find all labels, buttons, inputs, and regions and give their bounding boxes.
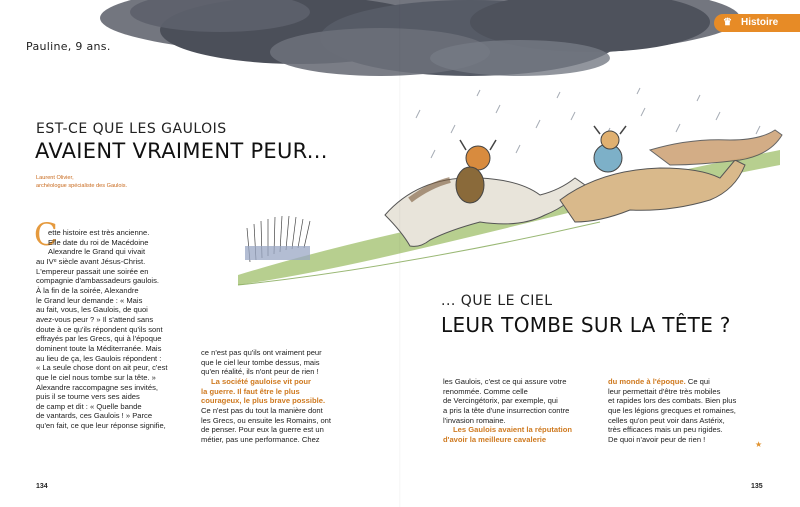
- expert-role: archéologue spécialiste des Gaulois.: [36, 182, 128, 189]
- page-gutter: [399, 0, 401, 507]
- col1-line: au IVᵉ siècle avant Jésus-Christ.: [36, 256, 146, 266]
- col4-line: très efficaces mais un peu rigides.: [608, 425, 723, 435]
- col1-line: au lieu de ça, les Gaulois répondent :: [36, 353, 162, 363]
- col1-line: effrayés par les Grecs, qui à l'époque: [36, 334, 162, 344]
- title-line-1: EST-CE QUE LES GAULOIS: [36, 121, 227, 137]
- col2-highlight-line: la guerre. Il faut être le plus: [201, 386, 300, 396]
- storm-cloud: [100, 0, 740, 76]
- crown-icon: ♛: [723, 17, 732, 28]
- col3-highlight-line: Les Gaulois avaient la réputation: [453, 425, 573, 435]
- col1-line: de vantards, ces Gaulois ! » Parce: [36, 411, 153, 421]
- col3-line: renommée. Comme celle: [443, 386, 528, 396]
- col4-line: que les légions grecques et romaines,: [608, 405, 736, 415]
- col2-line: les Grecs, ou ensuite les Romains, ont: [201, 415, 331, 425]
- column-1: [36, 228, 198, 431]
- column-4: [608, 377, 768, 445]
- page-number-left: 134: [36, 483, 48, 490]
- col1-line: Elle date du roi de Macédoine: [48, 237, 149, 247]
- col1-line: ette histoire est très ancienne.: [48, 228, 150, 237]
- col1-line: avez-vous peur ? » Il s'attend sans: [36, 314, 154, 324]
- col1-line: dominent toute la Méditerranée. Mais: [36, 343, 162, 353]
- expert-name: Laurent Olivier,: [36, 175, 74, 181]
- drop-cap: C: [34, 217, 58, 253]
- col4-line: De quoi n'avoir peur de rien !: [608, 434, 706, 444]
- legion-shields: [245, 246, 310, 260]
- col1-line: « La seule chose dont on ait peur, c'est: [36, 363, 168, 373]
- section-label: Histoire: [741, 17, 779, 28]
- col4-line: leur permettait d'être très mobiles: [608, 386, 721, 396]
- title2-line-2: LEUR TOMBE SUR LA TÊTE ?: [441, 313, 731, 337]
- col2-highlight-line: La société gauloise vit pour: [211, 376, 312, 386]
- question-author: Pauline, 9 ans.: [26, 40, 111, 53]
- expert-byline: [36, 175, 127, 190]
- col1-line: compagnie d'ambassadeurs gaulois.: [36, 276, 160, 286]
- col1-line: L'empereur passait une soirée en: [36, 266, 149, 276]
- col3-line: l'invasion romaine.: [443, 415, 506, 425]
- col4-highlight: du monde à l'époque.: [608, 377, 686, 386]
- col4-first-line: [608, 377, 768, 387]
- col1-line: Alexandre le Grand qui vivait: [48, 247, 146, 257]
- col4-line: et rapides lors des combats. Bien plus: [608, 396, 737, 406]
- col1-line: le Grand leur demande : « Mais: [36, 295, 143, 305]
- col2-highlight-line: courageux, le plus brave possible.: [201, 396, 326, 406]
- col1-line: que le ciel nous tombe sur la tête. »: [36, 372, 156, 382]
- col3-line: de Vercingétorix, par exemple, qui: [443, 396, 558, 406]
- end-star-icon: ★: [755, 440, 763, 449]
- col2-line: Ce n'est pas du tout la manière dont: [201, 405, 323, 415]
- title-line-2: AVAIENT VRAIMENT PEUR...: [35, 139, 328, 163]
- page-number-right: 135: [751, 483, 763, 490]
- col2-line: que le ciel leur tombe dessus, mais: [201, 357, 320, 367]
- gaulish-cavalry: [385, 126, 782, 246]
- col1-line: de camp et dit : « Quelle bande: [36, 401, 142, 411]
- col3-line: les Gaulois, c'est ce qui assure votre: [443, 377, 567, 386]
- col3-line: a pris la tête d'une insurrection contre: [443, 405, 570, 415]
- col2-line: ce n'est pas qu'ils ont vraiment peur: [201, 348, 322, 357]
- col1-line: qu'en fait, ce que leur réponse signifie,: [36, 421, 166, 431]
- col2-line: qu'en réalité, ils n'ont peur de rien !: [201, 367, 319, 377]
- col4-line: celles qu'on peut voir dans Astérix,: [608, 415, 725, 425]
- column-2: [201, 348, 361, 445]
- col2-line: de penser. Pour eux la guerre est un: [201, 425, 324, 435]
- col1-line: puis il se tourne vers ses aides: [36, 392, 140, 402]
- section-tag[interactable]: [714, 14, 800, 32]
- col2-line: métier, pas une performance. Chez: [201, 434, 320, 444]
- title2-line-1: ... QUE LE CIEL: [441, 293, 553, 309]
- col4-first-tail: Ce qui: [685, 377, 710, 386]
- col1-line: au fait, vous, les Gaulois, de quoi: [36, 305, 148, 315]
- column-3: [443, 377, 603, 445]
- col3-highlight-line: d'avoir la meilleure cavalerie: [443, 434, 547, 444]
- col1-line: Alexandre raccompagne ses invités,: [36, 382, 158, 392]
- col1-line: doute à ce qu'ils répondent qu'ils sont: [36, 324, 163, 334]
- col1-line: À la fin de la soirée, Alexandre: [36, 285, 139, 295]
